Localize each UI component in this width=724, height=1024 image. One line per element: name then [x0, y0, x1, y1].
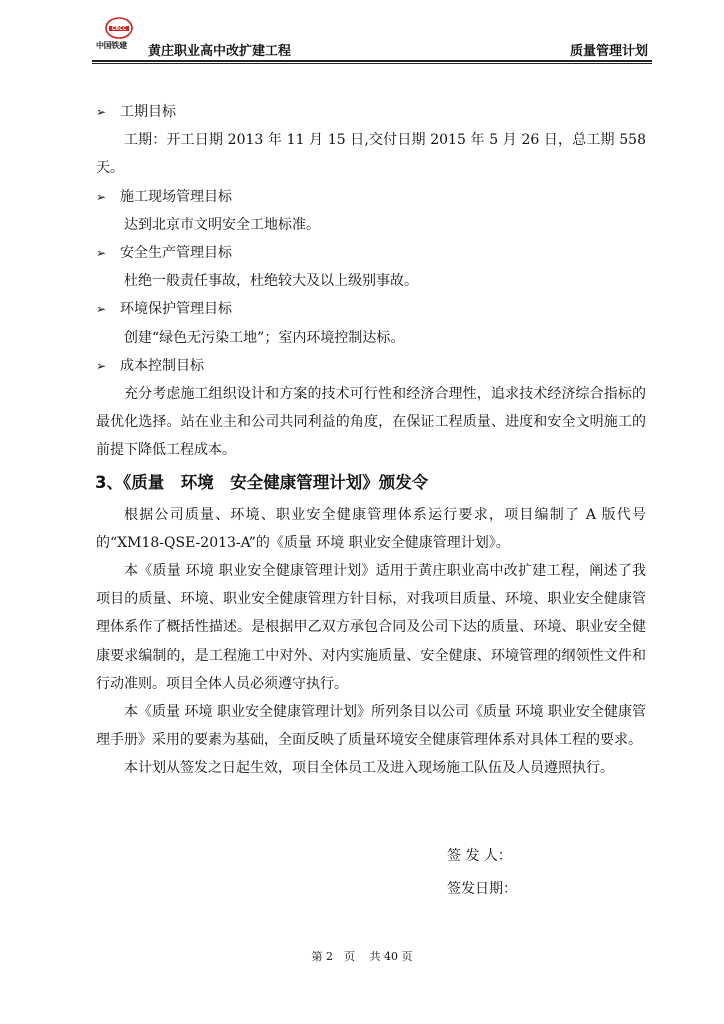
document-body	[96, 98, 646, 783]
goal-cost	[96, 352, 646, 465]
goal-heading	[96, 98, 646, 126]
goal-title: 施工现场管理目标	[120, 188, 232, 205]
page-header	[96, 14, 648, 60]
svg-text:CRCC: CRCC	[111, 26, 127, 33]
goal-environment	[96, 295, 646, 351]
section-heading: 3、《质量 环境 安全健康管理计划》颁发令	[95, 472, 429, 492]
arrow-bullet-icon: ➢	[96, 246, 107, 261]
goal-safety	[96, 239, 646, 295]
project-name: 黄庄职业高中改扩建工程	[148, 44, 292, 59]
header-divider-thin	[92, 63, 652, 64]
issuer-label: 签 发 人：	[447, 848, 512, 864]
section-paragraph: 根据公司质量、环境、职业安全健康管理体系运行要求，项目编制了 A 版代号的“XM18-QSE-2013-A”的《质量 环境 职业安全健康管理计划》。	[96, 506, 646, 551]
document-title: 质量管理计划	[569, 44, 648, 59]
section-paragraph: 本《质量 环境 职业安全健康管理计划》所列条目以公司《质量 环境 职业安全健康管理手册》采用的要素为基础，全面反映了质量环境安全健康管理体系对具体工程的要求。	[96, 704, 646, 749]
goal-title: 工期目标	[120, 104, 176, 120]
goal-text: 工期：开工日期 2013 年 11 月 15 日,交付日期 2015 年 5 月 26 日，总工期 558 天。	[96, 132, 646, 177]
goal-heading	[96, 239, 646, 267]
goal-text: 创建“绿色无污染工地”；室内环境控制达标。	[124, 329, 405, 346]
goal-heading	[96, 183, 646, 211]
arrow-bullet-icon: ➢	[96, 358, 107, 373]
goal-text: 达到北京市文明安全工地标准。	[124, 216, 320, 233]
page-number: 第 2 页 共 40 页	[311, 950, 413, 963]
goal-text: 杜绝一般责任事故，杜绝较大及以上级别事故。	[124, 273, 418, 290]
goal-title: 成本控制目标	[120, 357, 204, 374]
goal-schedule	[96, 98, 646, 183]
goal-heading	[96, 352, 646, 380]
goal-site-management	[96, 183, 646, 239]
section-paragraph: 本《质量 环境 职业安全健康管理计划》适用于黄庄职业高中改扩建工程，阐述了我项目的质量、环境、职业安全健康管理方针目标，对我项目质量、环境、职业安全健康管理体系作了概括性描述。是根据甲乙双方承包合同及公司下达的质量、环境、职业安全健康要求编制的，是工程施工中对外、对内实施质量、安全健康、环境管理的纲领性文件和行动准则。项目全体人员必须遵守执行。	[96, 563, 646, 692]
logo-text: 中国铁建	[96, 41, 127, 50]
goal-title: 安全生产管理目标	[120, 245, 232, 262]
goal-text: 充分考虑施工组织设计和方案的技术可行性和经济合理性，追求技术经济综合指标的最优化选择。站在业主和公司共同利益的角度，在保证工程质量、进度和安全文明施工的前提下降低工程成本。	[96, 386, 646, 459]
arrow-bullet-icon: ➢	[96, 105, 107, 119]
issue-date-label: 签发日期：	[447, 881, 517, 897]
section-paragraph: 本计划从签发之日起生效，项目全体员工及进入现场施工队伍及人员遵照执行。	[124, 760, 614, 777]
header-divider	[92, 60, 652, 62]
goal-title: 环境保护管理目标	[120, 301, 232, 318]
arrow-bullet-icon: ➢	[96, 189, 107, 204]
arrow-bullet-icon: ➢	[96, 302, 107, 317]
company-logo	[96, 14, 140, 58]
crcc-logo-icon	[105, 17, 133, 39]
goal-heading	[96, 295, 646, 323]
